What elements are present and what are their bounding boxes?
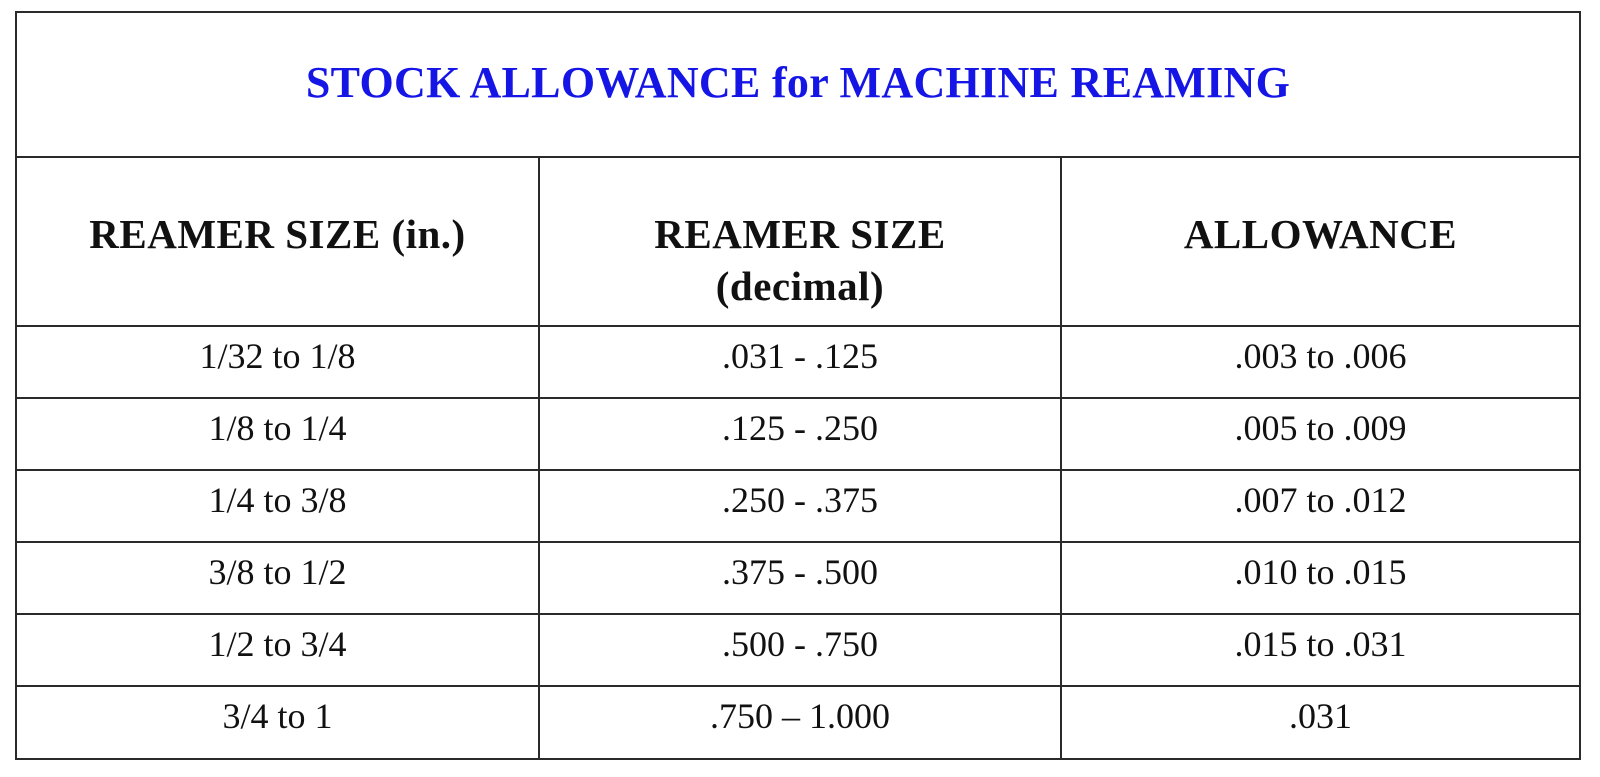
table-row: [17, 614, 1579, 686]
cell-size-in: 1/4 to 3/8: [17, 470, 539, 542]
header-row: [17, 158, 1579, 326]
table-row: [17, 398, 1579, 470]
header-reamer-size-decimal: [539, 158, 1061, 326]
cell-size-decimal: .250 - .375: [539, 470, 1061, 542]
header-reamer-size-decimal-sublabel: (decimal): [715, 263, 885, 309]
cell-size-decimal: .375 - .500: [539, 542, 1061, 614]
cell-size-decimal: .125 - .250: [539, 398, 1061, 470]
cell-size-in: 1/8 to 1/4: [17, 398, 539, 470]
header-reamer-size-in: [17, 158, 539, 326]
cell-allowance: .010 to .015: [1061, 542, 1579, 614]
header-allowance: [1061, 158, 1579, 326]
table-row: [17, 542, 1579, 614]
table-title: STOCK ALLOWANCE for MACHINE REAMING: [305, 58, 1291, 107]
cell-allowance: .031: [1289, 696, 1352, 736]
cell-size-in: 3/4 to 1: [17, 686, 539, 758]
cell-size-in: 1/2 to 3/4: [17, 614, 539, 686]
table-row: [17, 686, 1579, 758]
header-reamer-size-in-label: REAMER SIZE (in.): [89, 211, 466, 257]
header-reamer-size-decimal-label: REAMER SIZE: [654, 211, 946, 257]
cell-size-decimal: .031 - .125: [539, 326, 1061, 398]
table-row: [17, 470, 1579, 542]
reaming-allowance-table-sheet: [15, 11, 1581, 760]
cell-size-in: 3/8 to 1/2: [17, 542, 539, 614]
cell-allowance: .003 to .006: [1061, 326, 1579, 398]
cell-size-decimal: .500 - .750: [539, 614, 1061, 686]
table-row: [17, 326, 1579, 398]
cell-allowance: .015 to .031: [1061, 614, 1579, 686]
cell-allowance: .007 to .012: [1061, 470, 1579, 542]
title-row: [17, 13, 1579, 158]
cell-size-in: 1/32 to 1/8: [17, 326, 539, 398]
cell-allowance: .005 to .009: [1061, 398, 1579, 470]
header-allowance-label: ALLOWANCE: [1183, 211, 1458, 257]
allowance-table: [17, 158, 1579, 758]
cell-size-decimal: .750 – 1.000: [539, 686, 1061, 758]
